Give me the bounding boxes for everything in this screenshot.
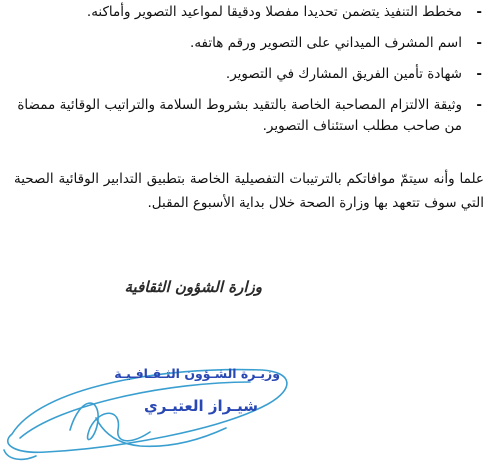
list-item-text: وثيقة الالتزام المصاحبة الخاصة بالتقيد بشروط السلامة والتراتيب الوقائية ممضاة من صاحب مطلب استئناف التصوير. <box>17 97 462 134</box>
bullet-marker: - <box>476 35 482 51</box>
list-item <box>14 33 484 54</box>
stamp-ministry-title: وزيـرة الشـؤون الثـقـافـيـة <box>114 366 280 381</box>
signatory-ministry: وزارة الشؤون الثقافية <box>124 278 262 296</box>
requirements-list <box>14 2 484 145</box>
list-item <box>14 64 484 85</box>
list-item <box>14 2 484 23</box>
list-item-text: اسم المشرف الميداني على التصوير ورقم هاتفه. <box>190 35 462 51</box>
list-item <box>14 95 484 137</box>
stamp-minister-name: شيـراز العتيـري <box>143 397 258 415</box>
closing-paragraph: علما وأنه سيتمّ موافاتكم بالترتيبات التفصيلية الخاصة بتطبيق التدابير الوقائية الصحية التي سوف تتعهد بها وزارة الصحة خلال بداية الأسبوع المقبل. <box>14 171 484 211</box>
signature-stamp <box>0 348 300 468</box>
bullet-marker: - <box>476 97 482 113</box>
bullet-marker: - <box>476 4 482 20</box>
list-item-text: مخطط التنفيذ يتضمن تحديدا مفصلا ودقيقا لمواعيد التصوير وأماكنه. <box>86 4 462 20</box>
list-item-text: شهادة تأمين الفريق المشارك في التصوير. <box>225 66 462 82</box>
bullet-marker: - <box>476 66 482 82</box>
